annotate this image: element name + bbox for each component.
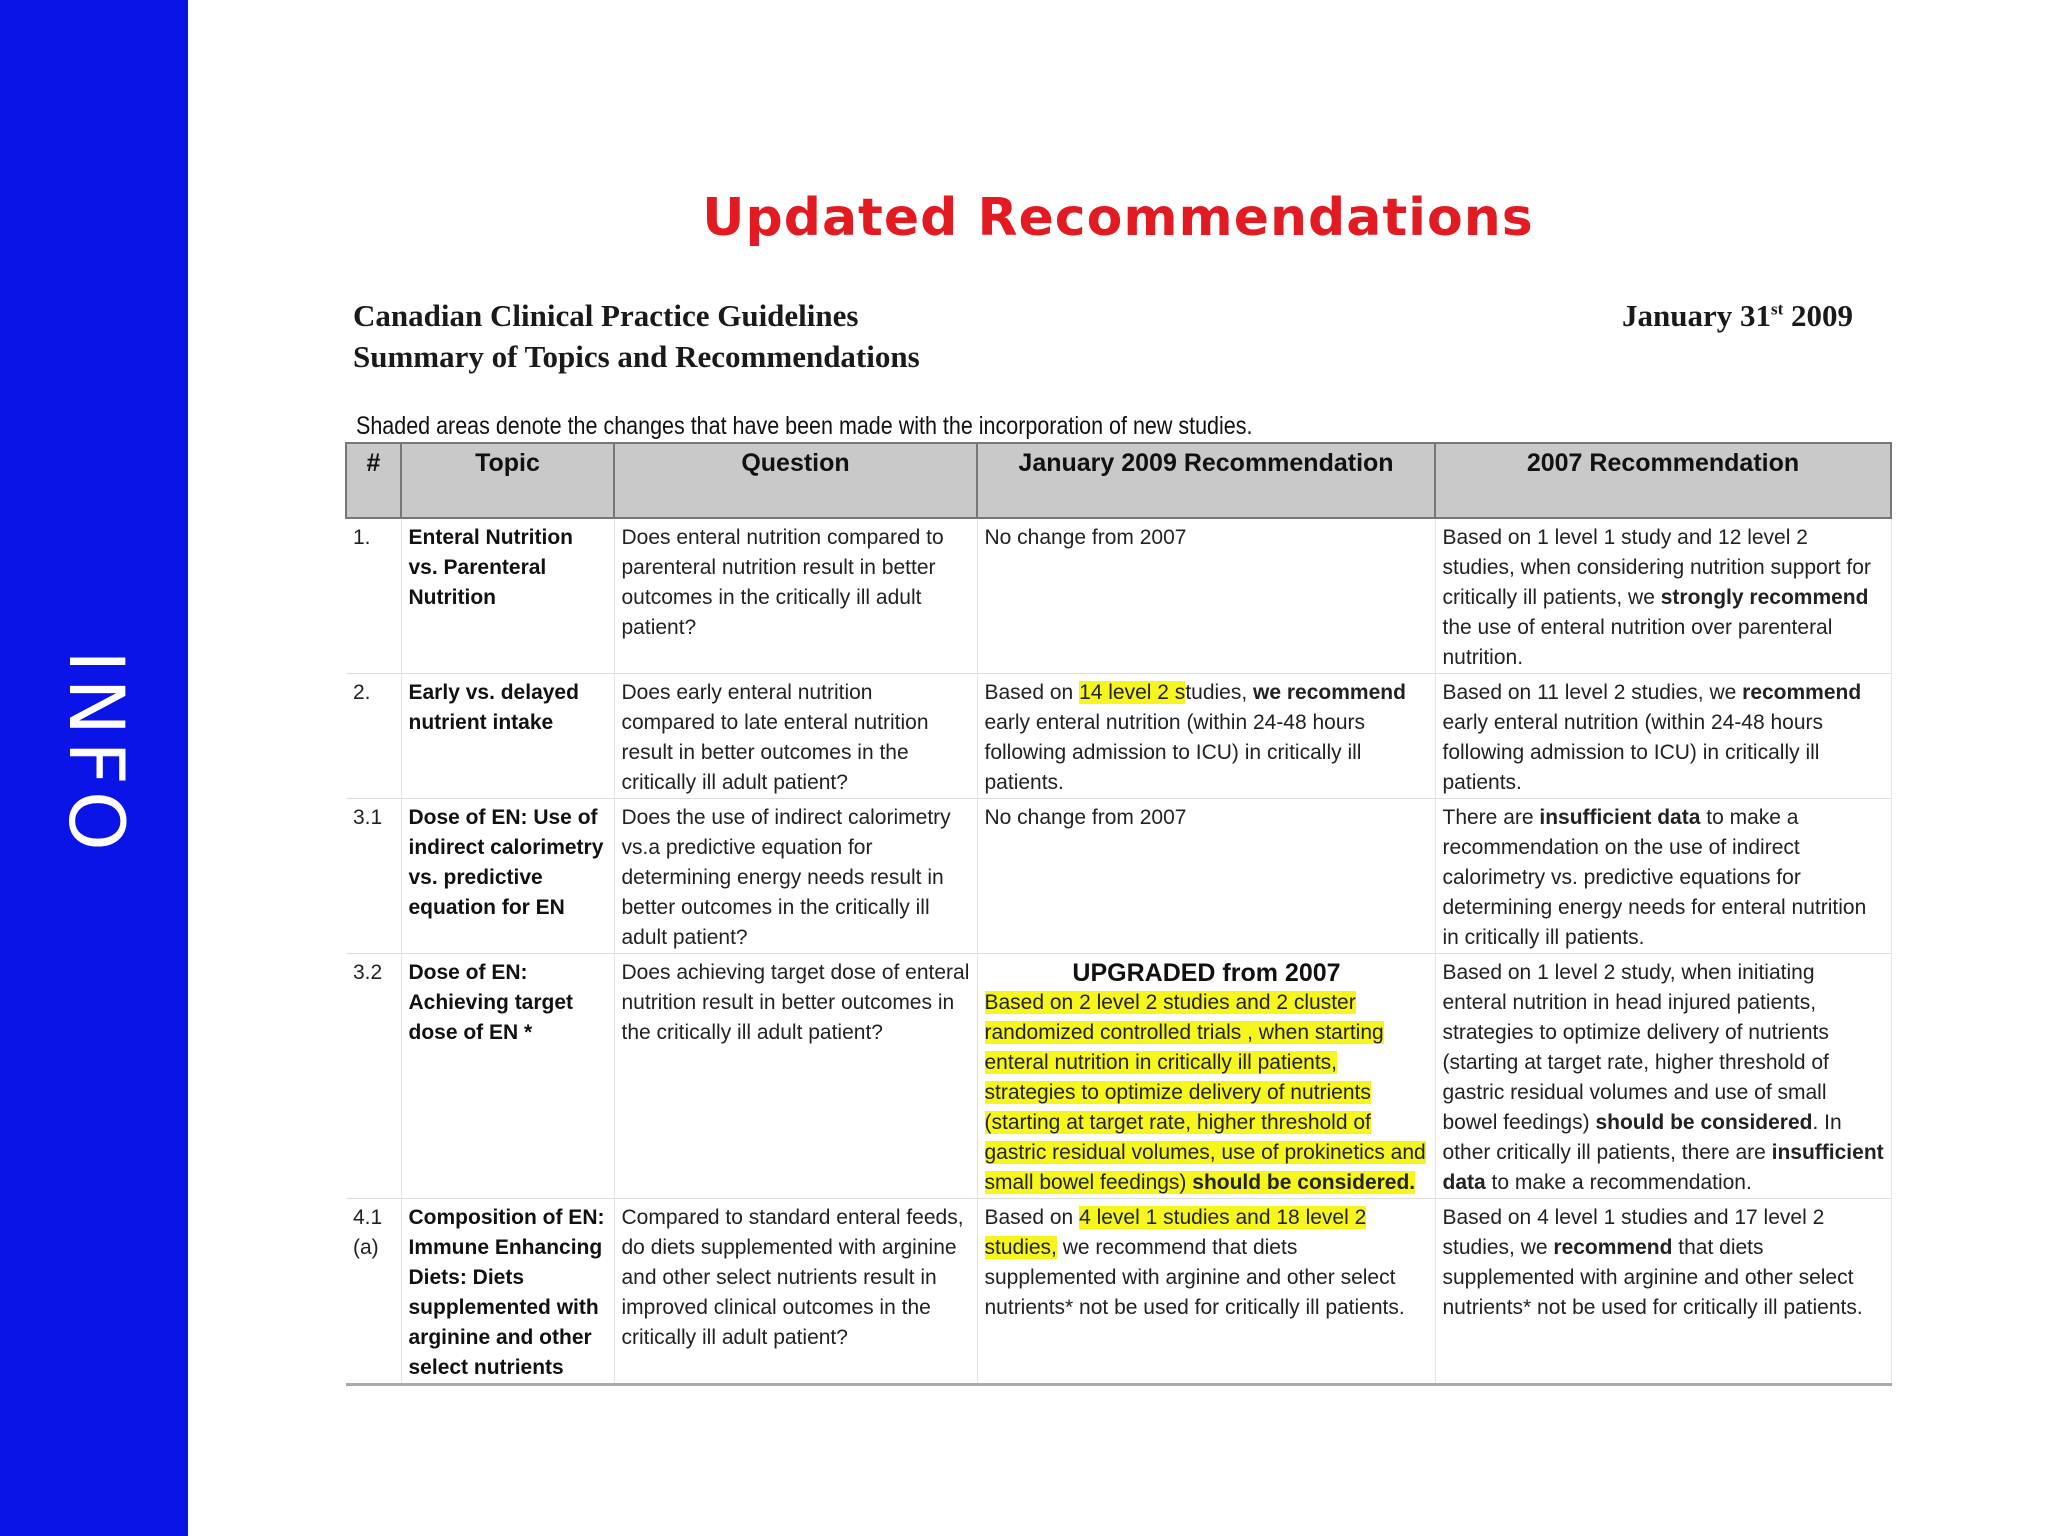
shading-note: Shaded areas denote the changes that have been made with the incorporation of new studies. [356, 412, 1253, 440]
rec2007-segment: Based on 1 level 2 study, when initiating enteral nutrition in head injured patients, strategies to optimize delivery of nutrients (starting at target rate, higher threshold of gastric residual volumes and use of small bowel feedings) [1442, 961, 1829, 1134]
rec2007-segment: There are [1442, 806, 1540, 829]
header-question: Question [614, 443, 977, 518]
rec2007-segment: strongly recommend [1660, 586, 1869, 609]
document-title: Canadian Clinical Practice Guidelines [353, 298, 859, 333]
rec2007-segment: the use of enteral nutrition over parenteral nutrition. [1442, 616, 1833, 669]
document-date [1622, 298, 1853, 334]
rec2009-segment: Based on [984, 1206, 1080, 1229]
slide-title: Updated Recommendations [702, 188, 1534, 248]
row-number: 3.1 [346, 799, 401, 954]
row-number: 3.2 [346, 954, 401, 1199]
row-topic: Early vs. delayed nutrient intake [401, 674, 614, 799]
row-2009-recommendation [977, 954, 1435, 1199]
row-2007-recommendation [1435, 1199, 1891, 1385]
rec2007-segment: insufficient data [1539, 806, 1701, 829]
row-question: Does enteral nutrition compared to parenteral nutrition result in better outcomes in the critically ill adult patient? [614, 518, 977, 674]
table-row [346, 518, 1891, 674]
rec2007-segment: recommend [1553, 1236, 1673, 1259]
rec2009-segment: 14 level 2 s [1079, 681, 1186, 704]
row-2009-recommendation [977, 518, 1435, 674]
rec2009-segment: No change from 2007 [984, 526, 1187, 549]
row-topic: Composition of EN: Immune Enhancing Diets: Diets supplemented with arginine and other select nutrients [401, 1199, 614, 1385]
rec2009-segment: tudies, [1185, 681, 1254, 704]
upgraded-label: UPGRADED from 2007 [1072, 959, 1341, 987]
row-2009-recommendation [977, 674, 1435, 799]
row-topic: Dose of EN: Use of indirect calorimetry vs. predictive equation for EN [401, 799, 614, 954]
table-header-row [346, 443, 1891, 518]
rec2007-segment: Based on 4 level 1 studies and 17 level 2 studies, we [1442, 1206, 1825, 1259]
row-question: Does achieving target dose of enteral nutrition result in better outcomes in the critically ill adult patient? [614, 954, 977, 1199]
sidebar-label: INFO [52, 650, 141, 857]
rec2009-segment: early enteral nutrition (within 24-48 hours following admission to ICU) in critically ill patients. [984, 711, 1366, 794]
rec2009-segment: we recommend that diets supplemented with arginine and other select nutrients* not be used for critically ill patients. [984, 1236, 1405, 1319]
sidebar [0, 0, 188, 1536]
row-question: Compared to standard enteral feeds, do diets supplemented with arginine and other select nutrients result in improved clinical outcomes in the critically ill adult patient? [614, 1199, 977, 1385]
row-question: Does the use of indirect calorimetry vs.a predictive equation for determining energy needs result in better outcomes in the critically ill adult patient? [614, 799, 977, 954]
rec2007-segment: that diets supplemented with arginine and other select nutrients* not be used for critically ill patients. [1442, 1236, 1863, 1319]
rec2007-segment: Based on 1 level 1 study and 12 level 2 studies, when considering nutrition support for critically ill patients, we [1442, 526, 1871, 609]
row-2007-recommendation [1435, 954, 1891, 1199]
row-2007-recommendation [1435, 518, 1891, 674]
row-2007-recommendation [1435, 674, 1891, 799]
row-2007-recommendation [1435, 799, 1891, 954]
table-row [346, 954, 1891, 1199]
row-number: 1. [346, 518, 401, 674]
table-row [346, 799, 1891, 954]
rec2007-segment: to make a recommendation on the use of indirect calorimetry vs. predictive equations for determining energy needs for enteral nutrition in critically ill patients. [1442, 806, 1867, 949]
rec2007-segment: Based on 11 level 2 studies, we [1442, 681, 1743, 704]
header-2007-recommendation: 2007 Recommendation [1435, 443, 1891, 518]
row-2009-recommendation [977, 799, 1435, 954]
rec2009-segment: should be considered. [1192, 1171, 1416, 1194]
rec2007-segment: early enteral nutrition (within 24-48 hours following admission to ICU) in critically ill patients. [1442, 711, 1824, 794]
date-superscript: st [1771, 299, 1784, 319]
date-year: 2009 [1783, 298, 1854, 333]
rec2009-segment: 4 level 1 studies and 18 level 2 studies, [984, 1206, 1367, 1259]
header-topic: Topic [401, 443, 614, 518]
table-row [346, 674, 1891, 799]
rec2009-segment: Based on [984, 681, 1080, 704]
recommendations-table [345, 442, 1892, 1386]
date-main: January 31 [1622, 298, 1771, 333]
row-question: Does early enteral nutrition compared to late enteral nutrition result in better outcomes in the critically ill adult patient? [614, 674, 977, 799]
row-number: 2. [346, 674, 401, 799]
header-number: # [346, 443, 401, 518]
rec2007-segment: . In other critically ill patients, there are [1442, 1111, 1842, 1164]
table-row [346, 1199, 1891, 1385]
header-2009-recommendation: January 2009 Recommendation [977, 443, 1435, 518]
rec2007-segment: recommend [1742, 681, 1862, 704]
document-subtitle: Summary of Topics and Recommendations [353, 339, 920, 374]
row-2009-recommendation [977, 1199, 1435, 1385]
row-number: 4.1 (a) [346, 1199, 401, 1385]
row-topic: Enteral Nutrition vs. Parenteral Nutrition [401, 518, 614, 674]
rec2009-segment: we recommend [1253, 681, 1406, 704]
rec2009-segment: No change from 2007 [984, 806, 1187, 829]
rec2007-segment: should be considered [1595, 1111, 1813, 1134]
rec2007-segment: insufficient data [1442, 1141, 1884, 1194]
rec2009-segment: Based on 2 level 2 studies and 2 cluster randomized controlled trials , when starting enteral nutrition in critically ill patients, strategies to optimize delivery of nutrients (starting at target rate, higher threshold of gastric residual volumes, use of prokinetics and small bowel feedings) [984, 991, 1426, 1194]
table-body [346, 518, 1891, 1385]
rec2007-segment: to make a recommendation. [1485, 1171, 1752, 1194]
row-topic: Dose of EN: Achieving target dose of EN * [401, 954, 614, 1199]
